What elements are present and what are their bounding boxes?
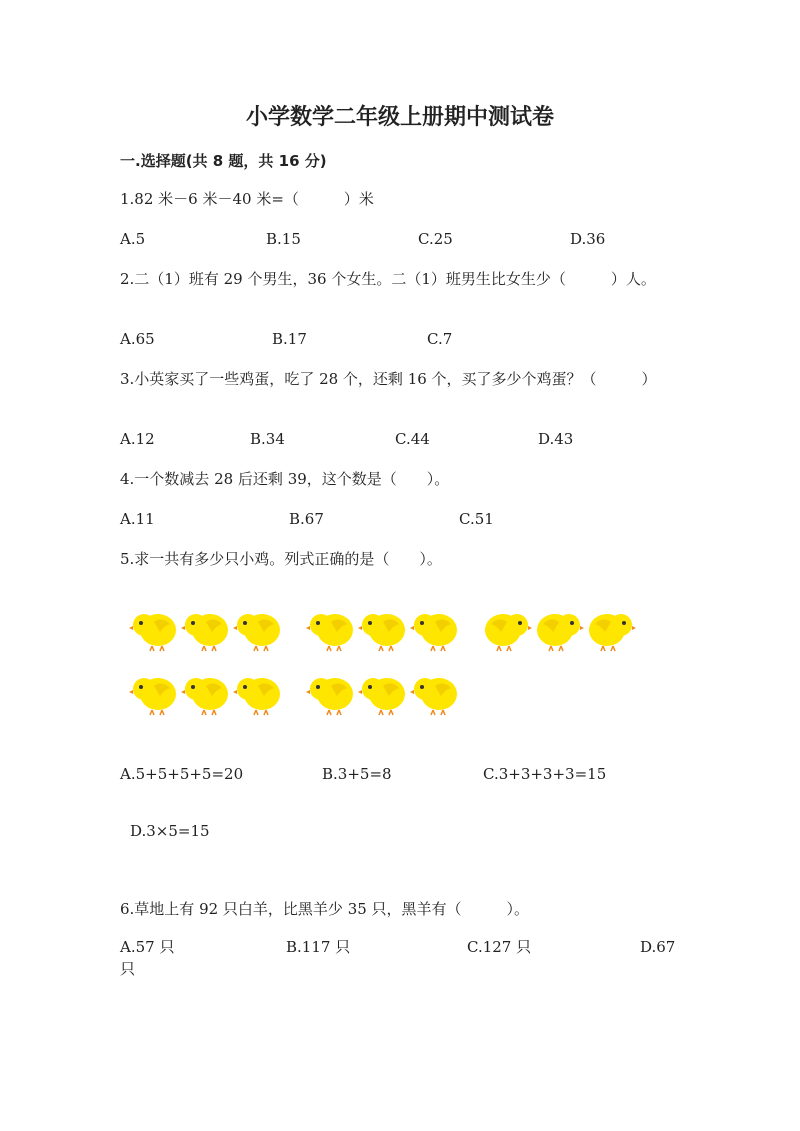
q5-option-b: B.3+5=8 <box>322 765 392 783</box>
q3-option-d: D.43 <box>538 430 574 448</box>
question-5-stem: 5.求一共有多少只小鸡。列式正确的是（ ）。 <box>120 550 442 568</box>
chick-icon <box>409 608 459 654</box>
page-title: 小学数学二年级上册期中测试卷 <box>245 105 554 130</box>
question-4-stem: 4.一个数减去 28 后还剩 39，这个数是（ ）。 <box>120 470 450 488</box>
chick-icon <box>357 608 407 654</box>
q6-option-d-unit: 只 <box>120 960 136 978</box>
chick-icon <box>232 608 282 654</box>
chick-icon <box>357 672 407 718</box>
q3-option-c: C.44 <box>395 430 430 448</box>
chick-icon <box>305 672 355 718</box>
q1-option-a: A.5 <box>120 230 146 248</box>
chick-icon <box>128 608 178 654</box>
q4-option-c: C.51 <box>459 510 494 528</box>
q3-option-b: B.34 <box>250 430 285 448</box>
q4-option-b: B.67 <box>289 510 324 528</box>
q6-option-c: C.127 只 <box>467 938 532 956</box>
q3-option-a: A.12 <box>120 430 155 448</box>
q2-option-c: C.7 <box>427 330 453 348</box>
q5-option-a: A.5+5+5+5=20 <box>120 765 244 783</box>
q6-option-b: B.117 只 <box>286 938 351 956</box>
q4-option-a: A.11 <box>120 510 155 528</box>
section-heading: 一.选择题(共 8 题，共 16 分) <box>120 152 327 170</box>
q2-option-a: A.65 <box>120 330 155 348</box>
q1-option-d: D.36 <box>570 230 606 248</box>
chick-icon <box>232 672 282 718</box>
question-3-stem: 3.小英家买了一些鸡蛋，吃了 28 个，还剩 16 个，买了多少个鸡蛋？（ ） <box>120 370 657 388</box>
q2-option-b: B.17 <box>272 330 307 348</box>
q6-option-d: D.67 <box>640 938 676 956</box>
chick-icon <box>180 672 230 718</box>
question-6-stem: 6.草地上有 92 只白羊，比黑羊少 35 只，黑羊有（ ）。 <box>120 900 530 918</box>
chick-icon <box>305 608 355 654</box>
q1-option-b: B.15 <box>266 230 301 248</box>
chick-icon <box>409 672 459 718</box>
chick-icon <box>535 608 585 654</box>
question-1-stem: 1.82 米－6 米－40 米=（ ）米 <box>120 190 374 208</box>
chick-icon <box>483 608 533 654</box>
chick-icon <box>180 608 230 654</box>
q6-option-a: A.57 只 <box>120 938 175 956</box>
q5-option-c: C.3+3+3+3=15 <box>483 765 607 783</box>
q5-option-d: D.3×5=15 <box>130 822 210 840</box>
q1-option-c: C.25 <box>418 230 453 248</box>
chick-icon <box>587 608 637 654</box>
chick-icon <box>128 672 178 718</box>
question-2-stem: 2.二（1）班有 29 个男生，36 个女生。二（1）班男生比女生少（ ）人。 <box>120 270 656 288</box>
